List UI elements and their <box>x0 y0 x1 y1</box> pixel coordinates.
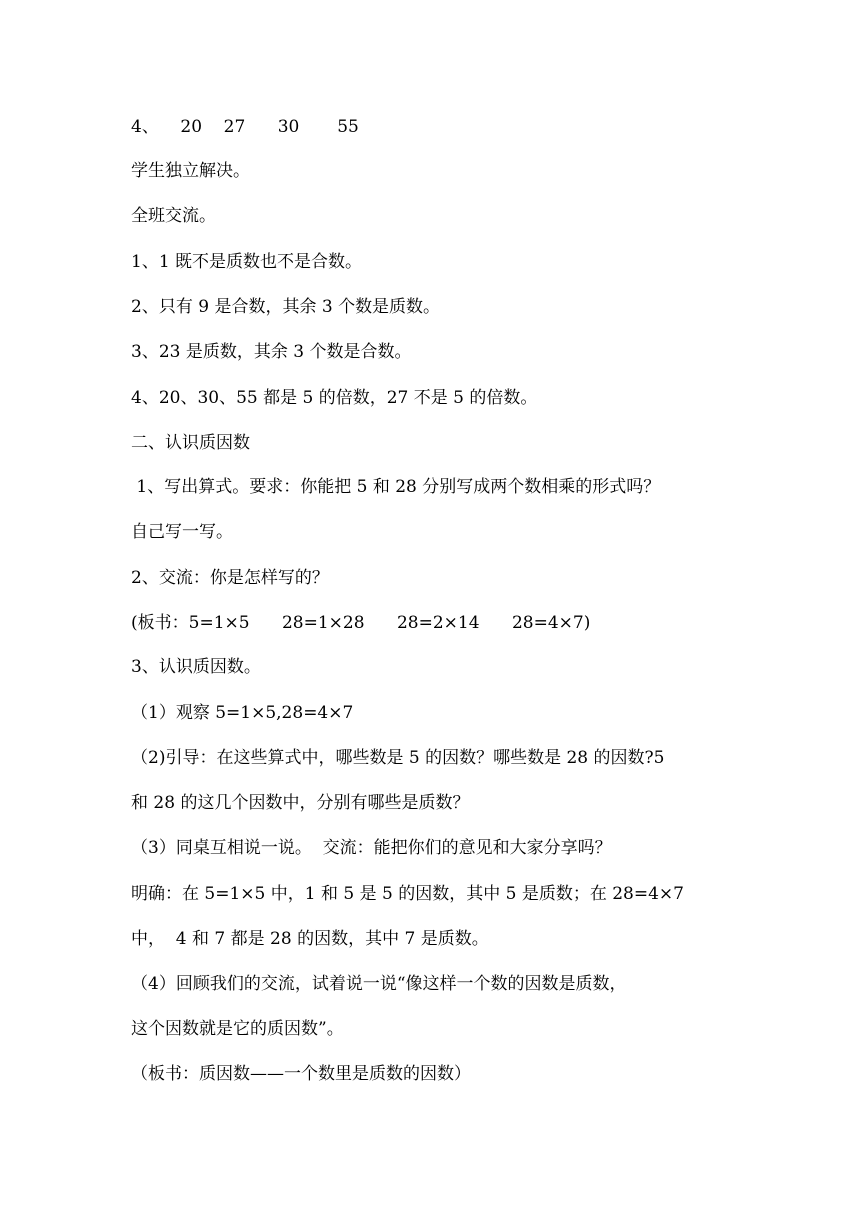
text-line-10: 自己写一写。 <box>131 522 233 542</box>
text-line-7: 4、20、30、55 都是 5 的倍数，27 不是 5 的倍数。 <box>131 388 538 408</box>
text-line-22: （板书：质因数——一个数里是质数的因数） <box>131 1064 471 1084</box>
text-line-17: （3）同桌互相说一说。 交流：能把你们的意见和大家分享吗？ <box>131 838 612 858</box>
text-line-15: （2)引导：在这些算式中，哪些数是 5 的因数？哪些数是 28 的因数?5 <box>131 748 665 768</box>
section-heading: 二、认识质因数 <box>131 433 250 453</box>
text-line-2: 学生独立解决。 <box>131 161 250 181</box>
text-line-6: 3、23 是质数，其余 3 个数是合数。 <box>131 342 412 362</box>
text-line-19: 中， 4 和 7 都是 28 的因数，其中 7 是质数。 <box>131 929 489 949</box>
text-line-9: 1、写出算式。要求：你能把 5 和 28 分别写成两个数相乘的形式吗？ <box>131 477 661 497</box>
text-line-11: 2、交流：你是怎样写的？ <box>131 568 329 588</box>
text-line-20: （4）回顾我们的交流，试着说一说“像这样一个数的因数是质数， <box>131 974 627 994</box>
text-line-4: 1、1 既不是质数也不是合数。 <box>131 252 363 272</box>
text-line-1: 4、 20 27 30 55 <box>131 117 359 137</box>
text-line-18: 明确：在 5=1×5 中，1 和 5 是 5 的因数，其中 5 是质数；在 28=4×7 <box>131 884 684 904</box>
text-line-14: （1）观察 5=1×5,28=4×7 <box>131 703 354 723</box>
text-line-21: 这个因数就是它的质因数”。 <box>131 1019 344 1039</box>
text-line-13: 3、认识质因数。 <box>131 657 261 677</box>
text-line-5: 2、只有 9 是合数，其余 3 个数是质数。 <box>131 297 441 317</box>
text-line-3: 全班交流。 <box>131 206 216 226</box>
text-line-12: (板书：5=1×5 28=1×28 28=2×14 28=4×7) <box>131 613 591 633</box>
text-line-16: 和 28 的这几个因数中，分别有哪些是质数？ <box>131 793 470 813</box>
